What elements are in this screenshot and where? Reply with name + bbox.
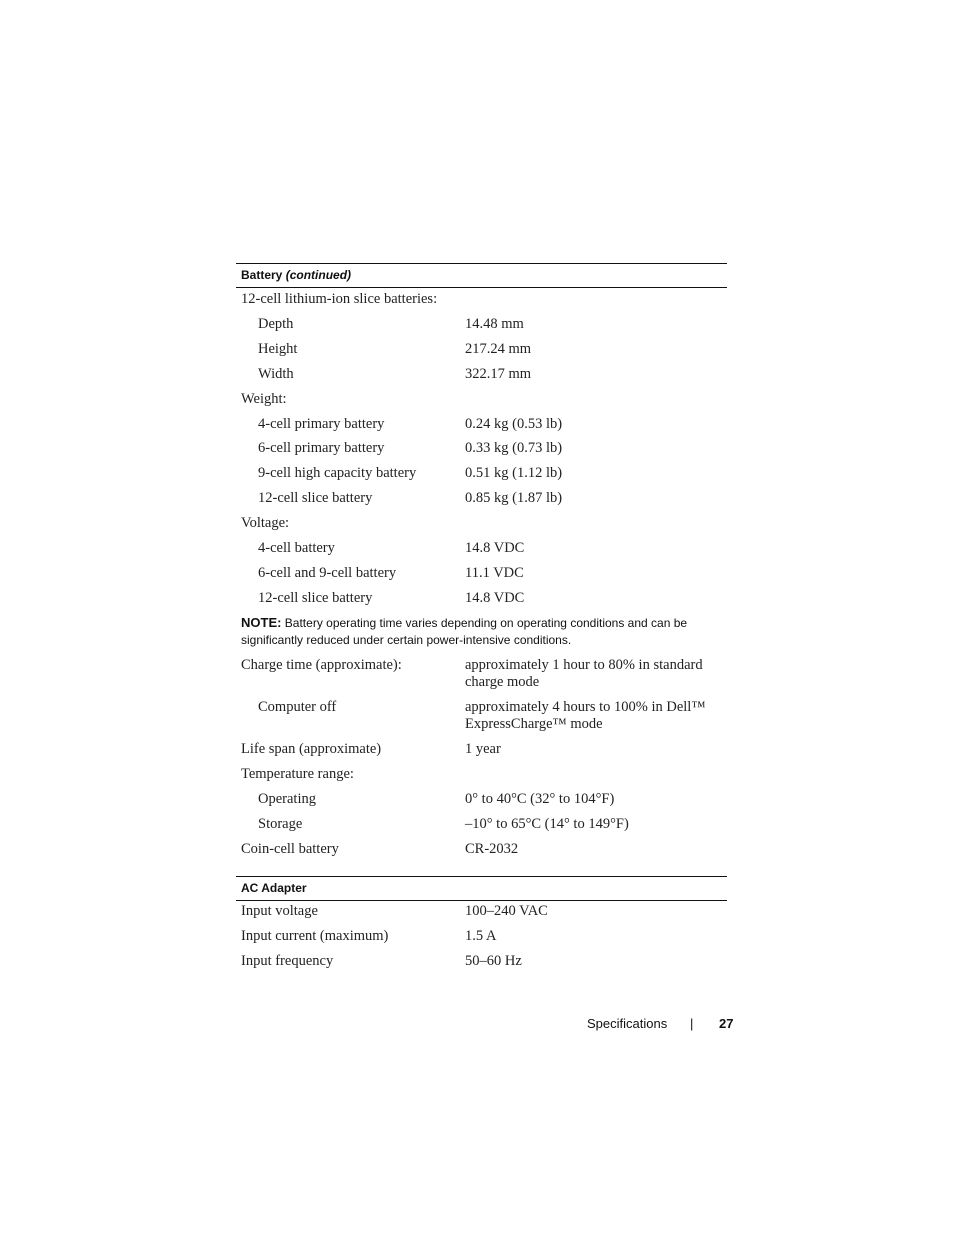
spec-value: approximately 4 hours to 100% in Dell™ ExpressCharge™ mode bbox=[465, 699, 706, 732]
spec-label: Input voltage bbox=[241, 903, 318, 919]
ac-adapter-section-header bbox=[236, 876, 727, 901]
temperature-heading: Temperature range: bbox=[241, 766, 354, 782]
spec-label: Charge time (approximate): bbox=[241, 657, 402, 673]
spec-value: 217.24 mm bbox=[465, 341, 532, 357]
spec-label: Height bbox=[258, 341, 298, 357]
spec-label: 12-cell slice battery bbox=[258, 490, 373, 506]
spec-value: 1.5 A bbox=[465, 928, 497, 944]
spec-value: 50–60 Hz bbox=[465, 953, 522, 969]
spec-label: Width bbox=[258, 366, 294, 382]
spec-value: 14.48 mm bbox=[465, 316, 524, 332]
spec-value: 0° to 40°C (32° to 104°F) bbox=[465, 791, 615, 807]
spec-value: CR-2032 bbox=[465, 841, 519, 857]
spec-value: 11.1 VDC bbox=[465, 565, 524, 581]
spec-label: 6-cell and 9-cell battery bbox=[258, 565, 397, 581]
spec-value: 0.85 kg (1.87 lb) bbox=[465, 490, 563, 506]
spec-label: 9-cell high capacity battery bbox=[258, 465, 417, 481]
spec-label: Storage bbox=[258, 816, 303, 832]
spec-label: Computer off bbox=[258, 699, 337, 715]
spec-label: Operating bbox=[258, 791, 316, 807]
spec-label: Life span (approximate) bbox=[241, 741, 382, 757]
ac-adapter-header-title: AC Adapter bbox=[241, 881, 307, 895]
spec-label: 6-cell primary battery bbox=[258, 440, 385, 456]
spec-value: 14.8 VDC bbox=[465, 540, 525, 556]
spec-value: approximately 1 hour to 80% in standard charge mode bbox=[465, 657, 703, 690]
spec-value: 322.17 mm bbox=[465, 366, 532, 382]
page-number: 27 bbox=[719, 1016, 734, 1031]
spec-value: 14.8 VDC bbox=[465, 590, 525, 606]
spec-value: 100–240 VAC bbox=[465, 903, 548, 919]
spec-value: 1 year bbox=[465, 741, 501, 757]
spec-label: 4-cell primary battery bbox=[258, 416, 385, 432]
spec-label: Coin-cell battery bbox=[241, 841, 339, 857]
note-label: NOTE: bbox=[241, 615, 282, 630]
battery-note bbox=[241, 614, 727, 649]
battery-section-header bbox=[236, 263, 727, 288]
spec-label: Depth bbox=[258, 316, 294, 332]
spec-value: 0.51 kg (1.12 lb) bbox=[465, 465, 563, 481]
battery-header-continued: (continued) bbox=[285, 268, 352, 282]
spec-value: 0.24 kg (0.53 lb) bbox=[465, 416, 563, 432]
battery-header-title: Battery bbox=[241, 268, 283, 282]
spec-label: 4-cell battery bbox=[258, 540, 335, 556]
slice-heading: 12-cell lithium-ion slice batteries: bbox=[241, 291, 438, 307]
spec-label: 12-cell slice battery bbox=[258, 590, 373, 606]
spec-label: Input frequency bbox=[241, 953, 334, 969]
note-text: Battery operating time varies depending on operating conditions and can be significantly reduced under certain power-intensive conditions. bbox=[241, 616, 688, 647]
footer-section-name: Specifications bbox=[587, 1016, 668, 1031]
spec-value: –10° to 65°C (14° to 149°F) bbox=[465, 816, 629, 832]
spec-value: 0.33 kg (0.73 lb) bbox=[465, 440, 563, 456]
weight-heading: Weight: bbox=[241, 391, 287, 407]
spec-label: Input current (maximum) bbox=[241, 928, 389, 944]
voltage-heading: Voltage: bbox=[241, 515, 290, 531]
footer-separator: | bbox=[690, 1016, 694, 1031]
